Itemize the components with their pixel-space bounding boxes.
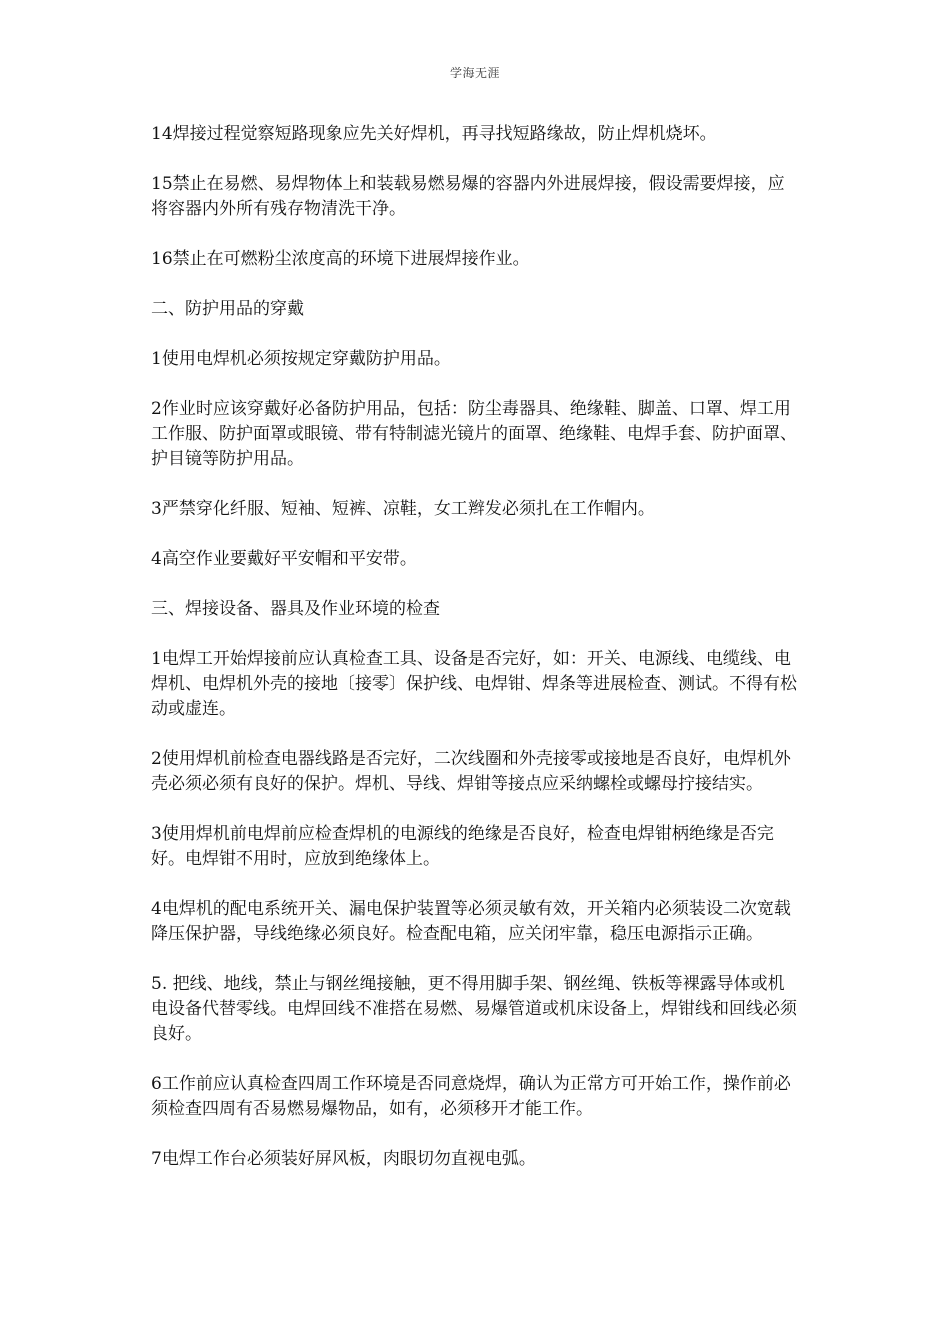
paragraph-protective-3: 3严禁穿化纤服、短袖、短裤、凉鞋，女工辫发必须扎在工作帽内。 [151,499,655,519]
paragraph-inspection-3: 3使用焊机前电焊前应检查焊机的电源线的绝缘是否良好，检查电焊钳柄绝缘是否完好。电焊钳不用时，应放到绝缘体上。 [151,824,774,869]
paragraph-16: 16禁止在可燃粉尘浓度高的环境下进展焊接作业。 [151,249,530,269]
paragraph-inspection-2: 2使用焊机前检查电器线路是否完好，二次线圈和外壳接零或接地是否良好，电焊机外壳必须必须有良好的保护。焊机、导线、焊钳等接点应采纳螺栓或螺母拧接结实。 [151,749,791,794]
page-header: 学海无涯 [449,66,500,80]
paragraph-15: 15禁止在易燃、易焊物体上和装载易燃易爆的容器内外进展焊接，假设需要焊接，应将容器内外所有残存物清洗干净。 [151,174,785,219]
paragraph-inspection-6: 6工作前应认真检查四周工作环境是否同意烧焊，确认为正常方可开始工作，操作前必须检查四周有否易燃易爆物品，如有，必须移开才能工作。 [151,1074,791,1119]
section-heading-equipment-inspection: 三、焊接设备、器具及作业环境的检查 [151,599,440,619]
paragraph-protective-4: 4高空作业要戴好平安帽和平安带。 [151,549,417,569]
paragraph-14: 14焊接过程觉察短路现象应先关好焊机，再寻找短路缘故，防止焊机烧坏。 [151,124,717,144]
document-body [151,122,801,1197]
paragraph-inspection-7: 7电焊工作台必须装好屏风板，肉眼切勿直视电弧。 [151,1149,536,1169]
paragraph-inspection-4: 4电焊机的配电系统开关、漏电保护装置等必须灵敏有效，开关箱内必须装设二次宽载降压保护器，导线绝缘必须良好。检查配电箱，应关闭牢靠，稳压电源指示正确。 [151,899,791,944]
paragraph-inspection-1: 1电焊工开始焊接前应认真检查工具、设备是否完好，如：开关、电源线、电缆线、电焊机、电焊机外壳的接地〔接零〕保护线、电焊钳、焊条等进展检查、测试。不得有松动或虚连。 [151,649,797,719]
section-heading-protective-equipment: 二、防护用品的穿戴 [151,299,304,319]
paragraph-inspection-5: 5. 把线、地线，禁止与钢丝绳接触，更不得用脚手架、钢丝绳、铁板等裸露导体或机电设备代替零线。电焊回线不准搭在易燃、易爆管道或机床设备上，焊钳线和回线必须良好。 [151,974,797,1044]
paragraph-protective-1: 1使用电焊机必须按规定穿戴防护用品。 [151,349,451,369]
paragraph-protective-2: 2作业时应该穿戴好必备防护用品，包括：防尘毒器具、绝缘鞋、脚盖、口罩、焊工用工作服、防护面罩或眼镜、带有特制滤光镜片的面罩、绝缘鞋、电焊手套、防护面罩、护目镜等防护用品。 [151,399,797,469]
